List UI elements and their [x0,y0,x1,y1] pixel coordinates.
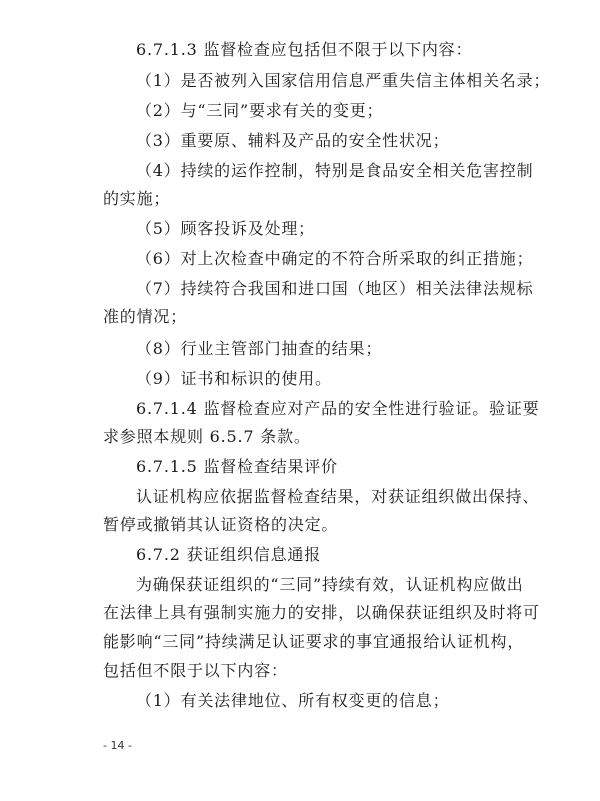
list-item-5: （5）顾客投诉及处理； [136,219,315,238]
clause-6-7-2-heading: 6.7.2 获证组织信息通报 [136,545,321,564]
clause-6-7-2-body-line-3: 能影响“三同”持续满足认证要求的事宜通报给认证机构， [103,632,525,651]
list-item-2: （2）与“三同”要求有关的变更； [136,101,384,120]
clause-6-7-1-5-body: 认证机构应依据监督检查结果，对获证组织做出保持、 [136,487,540,506]
clause-6-7-2-body-line-1: 为确保获证组织的“三同”持续有效，认证机构应做出 [136,575,524,594]
list-item-7: （7）持续符合我国和进口国（地区）相关法律法规标 [136,279,534,298]
list-item-1: （1）是否被列入国家信用信息严重失信主体相关名录； [136,71,551,90]
clause-6-7-2-body-line-4: 包括但不限于以下内容： [103,661,288,680]
page-number: - 14 - [103,739,132,752]
clause-6-7-2-list-item-1: （1）有关法律地位、所有权变更的信息； [136,691,450,710]
list-item-3: （3）重要原、辅料及产品的安全性状况； [136,131,450,150]
list-item-7-continued: 准的情况； [103,307,188,326]
clause-6-7-1-5-heading: 6.7.1.5 监督检查结果评价 [136,457,338,476]
clause-6-7-1-4: 6.7.1.4 监督检查应对产品的安全性进行验证。验证要 [136,399,540,418]
list-item-6: （6）对上次检查中确定的不符合所采取的纠正措施； [136,249,534,268]
clause-6-7-1-3-heading: 6.7.1.3 监督检查应包括但不限于以下内容： [136,40,473,59]
clause-6-7-1-4-continued: 求参照本规则 6.5.7 条款。 [103,427,311,446]
clause-6-7-1-5-body-continued: 暂停或撤销其认证资格的决定。 [103,515,339,534]
list-item-9: （9）证书和标识的使用。 [136,369,332,388]
list-item-4: （4）持续的运作控制，特别是食品安全相关危害控制 [136,161,534,180]
clause-6-7-2-body-line-2: 在法律上具有强制实施力的安排，以确保获证组织及时将可 [103,603,540,622]
list-item-4-continued: 的实施； [103,189,171,208]
list-item-8: （8）行业主管部门抽查的结果； [136,339,383,358]
